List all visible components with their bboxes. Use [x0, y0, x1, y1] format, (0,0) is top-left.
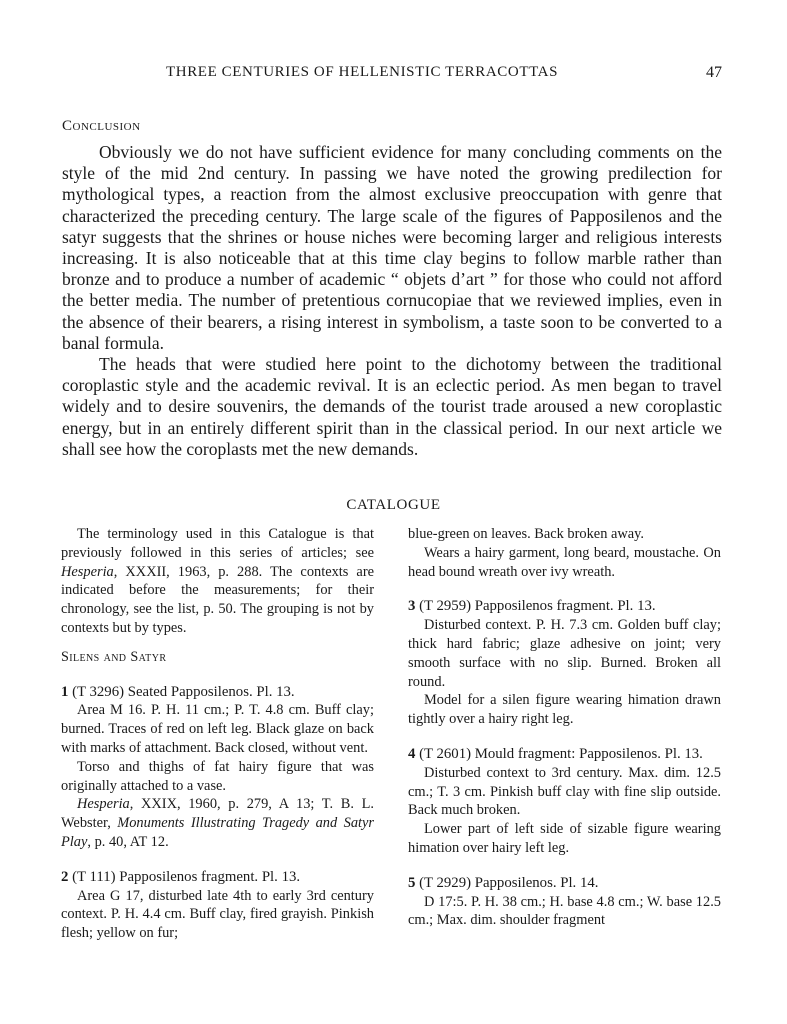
entry-1-description: Area M 16. P. H. 11 cm.; P. T. 4.8 cm. Buff clay; burned. Traces of red on left leg. Black glaze on back with marks of attachment. Back closed, without vent. [61, 702, 374, 756]
catalogue-title: CATALOGUE [346, 497, 441, 513]
catalogue-intro [61, 525, 374, 638]
entry-1-heading [61, 683, 374, 702]
entry-1-ref-text-a: , XXIX, 1960, p. 279, A 13; T. B. L. Webster, [61, 796, 374, 832]
entry-4-heading [408, 745, 721, 764]
entry-1-title: (T 3296) Seated Papposilenos. Pl. 13. [72, 683, 295, 700]
entry-3-note: Model for a silen figure wearing himation drawn tightly over a hairy right leg. [408, 692, 721, 728]
entry-2-note: Wears a hairy garment, long beard, moustache. On head bound wreath over ivy wreath. [408, 544, 721, 580]
entry-5-number: 5 [408, 874, 416, 891]
entry-4-note: Lower part of left side of sizable figure wearing himation over hairy left leg. [408, 821, 721, 856]
entry-4-description: Disturbed context to 3rd century. Max. dim. 12.5 cm.; T. 3 cm. Pinkish buff clay with fine slip outside. Back much broken. [408, 764, 721, 819]
entry-3-heading [408, 597, 721, 616]
entry-5-description: D 17:5. P. H. 38 cm.; H. base 4.8 cm.; W. base 12.5 cm.; Max. dim. shoulder fragment [408, 893, 721, 929]
entry-1-reference [61, 795, 374, 851]
entry-4-number: 4 [408, 745, 416, 762]
intro-text-a: The terminology used in this Catalogue is that previously followed in this series of articles; see [61, 526, 374, 561]
page-number: 47 [706, 64, 722, 81]
entry-1-ref-journal: Hesperia [77, 796, 130, 813]
conclusion-paragraph-2: The heads that were studied here point to the dichotomy between the traditional coroplastic style and the academic revival. It is an eclectic period. As men began to travel widely and to desire souvenirs, the demands of the tourist trade aroused a new coroplastic energy, but in an entirely different spirit than in the classical period. In our next article we shall see how the coroplasts met the new demands. [62, 354, 722, 459]
entry-2-title: (T 111) Papposilenos fragment. Pl. 13. [72, 868, 301, 885]
entry-2-description-cont: blue-green on leaves. Back broken away. [408, 526, 645, 542]
running-title: THREE CENTURIES OF HELLENISTIC TERRACOTTAS [166, 64, 559, 80]
entry-2-description: Area G 17, disturbed late 4th to early 3rd century context. P. H. 4.4 cm. Buff clay, fired grayish. Pinkish flesh; yellow on fur; [61, 887, 374, 942]
catalogue-column-left [61, 525, 374, 943]
entry-5-title: (T 2929) Papposilenos. Pl. 14. [419, 874, 599, 891]
entry-2-heading [61, 868, 374, 887]
group-heading: Silens and Satyr [61, 648, 167, 665]
catalogue-column-right [408, 525, 721, 930]
entry-2-number: 2 [61, 868, 69, 885]
entry-4-title: (T 2601) Mould fragment: Papposilenos. Pl. 13. [419, 745, 703, 762]
running-head [0, 64, 787, 86]
entry-3-title: (T 2959) Papposilenos fragment. Pl. 13. [419, 598, 656, 615]
entry-3-description: Disturbed context. P. H. 7.3 cm. Golden buff clay; thick hard fabric; glaze adhesive on joint; very smooth surface with no slip. Burned. Broken all round. [408, 617, 721, 690]
entry-5-heading [408, 874, 721, 893]
entry-1-ref-book: Monuments Illustrating Tragedy and Satyr Play [61, 815, 374, 850]
intro-journal: Hesperia [61, 563, 114, 580]
intro-text-b: , XXXII, 1963, p. 288. The contexts are indicated before the measurements; for their chronology, see the list, p. 50. The grouping is not by contexts but by types. [61, 563, 374, 636]
conclusion-paragraph-1: Obviously we do not have sufficient evidence for many concluding comments on the style of the mid 2nd century. In passing we have noted the growing predilection for mythological types, a reaction from the almost exclusive preoccupation with genre that characterized the preceding century. The large scale of the figures of Papposilenos and the satyr suggests that the shrines or house niches were becoming larger and religious interests increasing. It is also noticeable that at this time clay begins to follow marble rather than bronze and to produce a number of academic “ objets d’art ” for those who could not afford the better media. The number of pretentious cornucopiae that we reviewed implies, even in the absence of their bearers, a rising interest in symbolism, a taste soon to be converted to a banal formula. [62, 142, 722, 353]
conclusion-body [62, 142, 722, 460]
entry-1-ref-text-b: , p. 40, AT 12. [87, 833, 169, 850]
entry-1-number: 1 [61, 683, 69, 700]
conclusion-heading: Conclusion [62, 118, 141, 134]
entry-3-number: 3 [408, 598, 416, 615]
entry-1-note: Torso and thighs of fat hairy figure that was originally attached to a vase. [61, 758, 374, 794]
